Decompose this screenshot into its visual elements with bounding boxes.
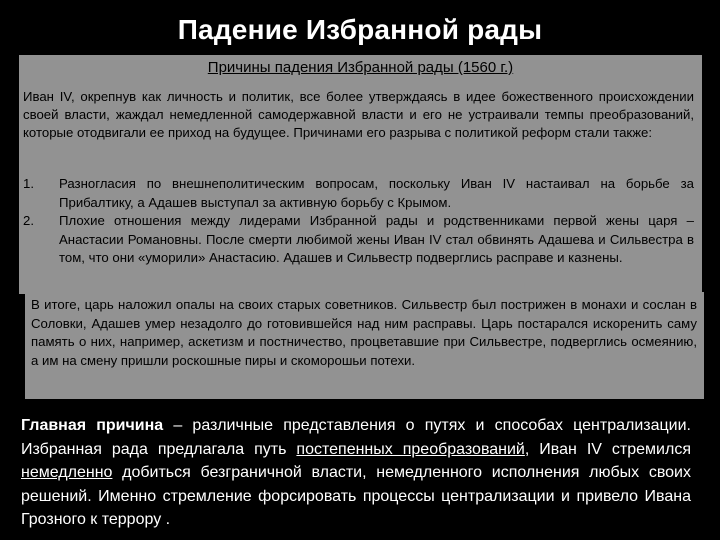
main-reason-text: добиться безграничной власти, немедленного исполнения любых своих решений. Именно стремление форсировать процессы централизации и привело Ивана Грозного к террору .: [21, 464, 691, 528]
cause-number: 2.: [23, 213, 34, 229]
causes-panel: [19, 55, 702, 294]
cause-item: [23, 212, 694, 268]
immediately-emphasis: немедленно: [21, 464, 113, 481]
main-reason-label: Главная причина: [21, 417, 164, 434]
gradual-reforms-emphasis: постепенных преобразований: [296, 440, 525, 458]
cause-item: [23, 175, 694, 212]
slide-title: Падение Избранной рады: [177, 14, 543, 45]
main-reason-text: – различные представления о путях и способах централизации. Избранная рада предлагала путь: [21, 417, 691, 458]
section-subtitle: Причины падения Избранной рады (1560 г.): [207, 59, 514, 76]
cause-text: Плохие отношения между лидерами Избранной рады и родственниками первой жены царя – Анастасии Романовны. После смерти любимой жены Иван IV стал обвинять Адашева и Сильвестра в том, что они «уморили» Анастасию. Адашев и Сильвестр подверглись расправе и казнены.: [59, 213, 694, 266]
causes-list: [23, 175, 694, 268]
cause-text: Разногласия по внешнеполитическим вопросам, поскольку Иван IV настаивал на борьбе за Прибалтику, а Адашев выступал за активную борьбу с Крымом.: [59, 176, 694, 210]
summary-panel: [25, 292, 704, 399]
main-reason-paragraph: [21, 414, 691, 532]
main-reason-text: , Иван IV стремился: [524, 440, 691, 458]
summary-paragraph: В итоге, царь наложил опалы на своих старых советников. Сильвестр был пострижен в монахи и сослан в Соловки, Адашев умер незадолго до готовившейся над ним расправы. Царь постарался искоренить саму память о них, например, аскетизм и постничество, процветавшие при Сильвестре, подверглись осмеянию, а им на смену пришли роскошные пиры и скоморошьи потехи.: [31, 297, 697, 368]
intro-paragraph: Иван IV, окрепнув как личность и политик, все более утверждаясь в идее божественного происхождении своей власти, жаждал немедленной самодержавной власти и его не устраивали темпы преобразований, которые отодвигали ее приход на будущее. Причинами его разрыва с политикой реформ стали также:: [23, 89, 694, 140]
cause-number: 1.: [23, 176, 34, 191]
